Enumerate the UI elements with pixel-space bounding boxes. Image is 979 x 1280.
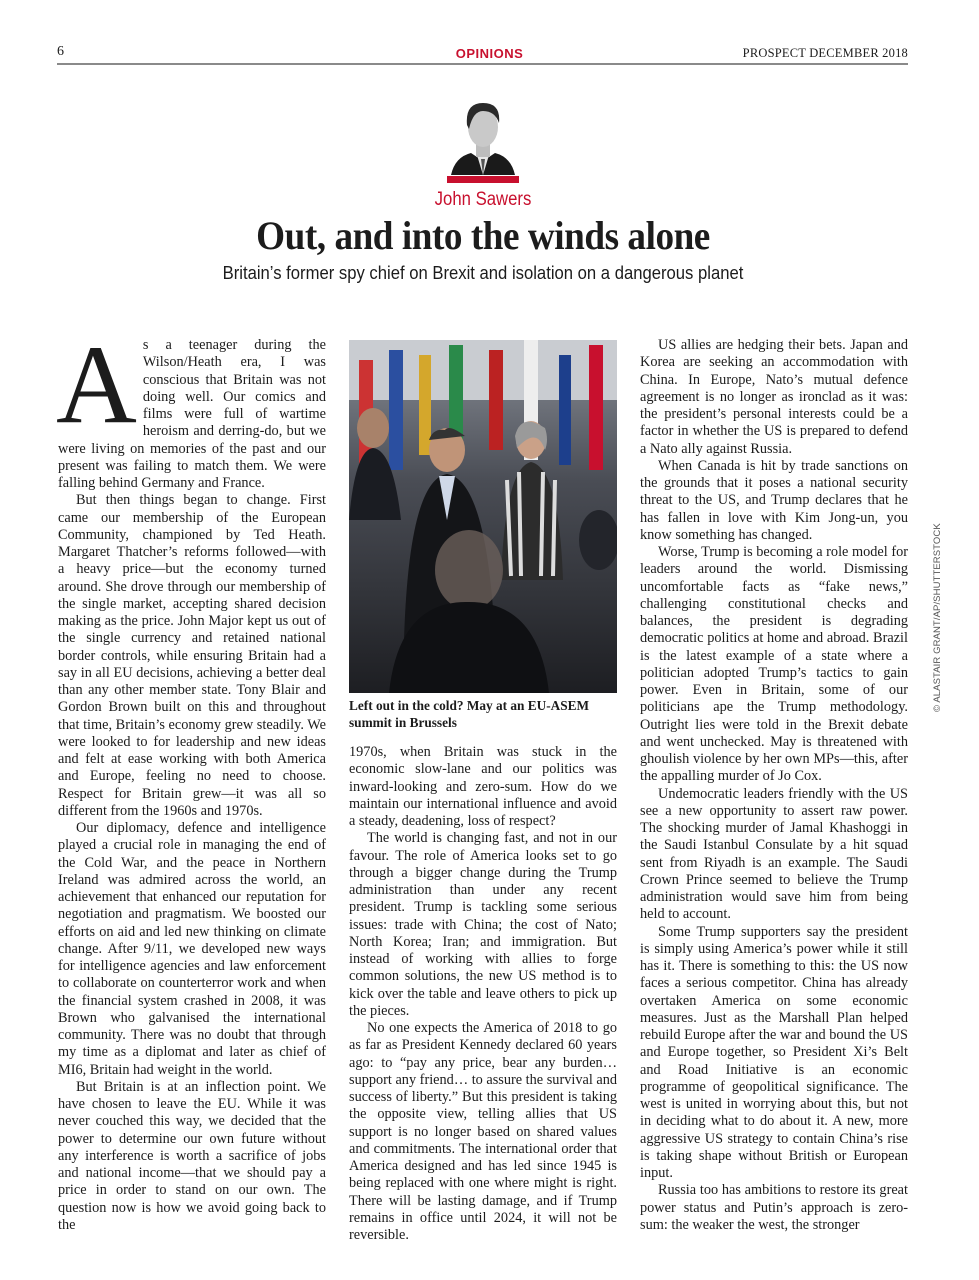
- paragraph: No one expects the America of 2018 to go as far as President Kennedy declared 60 years ago: to “pay any price, bear any burden… support any friend… to assure the survival and success of liberty.” But this president is taking the opposite view, telling allies that US support is no longer based on shared values and commitments. The international order that America designed and has led since 1945 is being replaced with one where might is right. There will be lasting damage, and if Trump remains in office until 2024, it will not be reversible.: [349, 1020, 618, 1243]
- photo-credit: © ALASTAIR GRANT/AP/SHUTTERSTOCK: [932, 523, 943, 712]
- paragraph: Russia too has ambitions to restore its great power status and Putin’s approach is zero-sum: the weaker the west, the stronger: [640, 1182, 908, 1233]
- paragraph: When Canada is hit by trade sanctions on the grounds that it poses a national security threat to the US, and Trump declares that he has fallen in love with Kim Jong-un, you know something has changed.: [640, 457, 908, 543]
- paragraph: Our diplomacy, defence and intelligence played a crucial role in managing the end of the Cold War, and the peace in Northern Ireland was admired across the world, an achievement that enhanced our reputation for negotiation and pragmatism. We boosted our efforts on aid and led new thinking on climate change. After 9/11, we developed new ways for intelligence agencies and law enforcement to collaborate on counterterror work and when the financial system crashed in 2008, it was Brown who galvanised the international community. There was no doubt that through my time as a diplomat and later as chief of MI6, Britain had weight in the world.: [58, 820, 326, 1078]
- page-number: 6: [57, 44, 64, 59]
- paragraph: s a teenager during the Wilson/Heath era, I was conscious that Britain was not doing well. Our comics and films were full of wartime heroism and derring-do, but we were living on memories of the past and our present was failing to match them. We were falling behind Germany and France.: [58, 337, 326, 491]
- author-name: John Sawers: [434, 189, 532, 210]
- paragraph: The world is changing fast, and not in our favour. The role of America looks set to go through a bigger change during the Trump administration than under any recent president. Trump is tackling some serious issues: trade with China; the cost of Nato; North Korea; Iran; and immigration. But instead of working with allies to forge common solutions, the new US method is to kick over the table and leave others to pick up the pieces.: [349, 830, 617, 1019]
- section-label: OPINIONS: [455, 46, 524, 61]
- article-photo: [349, 340, 617, 693]
- paragraph: But Britain is at an inflection point. We have chosen to leave the EU. While it was never couched this way, we decided that the power to determine our own future without any interference is worth a sacrifice of jobs and national income—that we should pay a price in order to stand on our own. The question now is how we avoid going back to the: [58, 1078, 326, 1233]
- paragraph: Undemocratic leaders friendly with the US see a new opportunity to assert raw power. The shocking murder of Jamal Khashoggi in the Saudi Istanbul Consulate by a hit squad sent from Riyadh is an example. The Saudi Crown Prince seemed to believe the Trump administration would save him from being held to account.: [640, 785, 908, 923]
- paragraph: Some Trump supporters say the president is simply using America’s power while it still has it. There is something to this: the US now faces a serious competitor. China has already overtaken America on some economic measures. Just as the Marshall Plan helped rebuild Europe after the war and bound the US and Europe together, so President Xi’s Belt and Road Initiative is an economic programme of geopolitical significance. The west is united in worrying about this, but not in deciding what to do about it. A new, more aggressive US strategy to contain China’s rise is taking shape without British or European input.: [640, 923, 908, 1181]
- paragraph: Worse, Trump is becoming a role model for leaders around the world. Dismissing uncomfortable facts as “fake news,” challenging constitutional checks and balances, the president is degrading democratic politics at home and abroad. Brazil is the latest example of a state where a politician adopted Trump’s tactics to gain power. Even in Britain, some of our politicians ape the Trump methodology. Outright lies were told in the Brexit debate and went unchecked. May is threatened with ghoulish violence by her own MPs—this, after the appalling murder of Jo Cox.: [640, 544, 908, 785]
- header-rule: [57, 63, 908, 65]
- paragraph: US allies are hedging their bets. Japan and Korea are seeking an accommodation with China. In Europe, Nato’s mutual defence agreement is no longer as ironclad as it was: the president’s personal interests could be a factor in whether the US is prepared to defend a Nato ally against Russia.: [640, 337, 908, 457]
- article-column-1: [56, 323, 326, 1234]
- paragraph: 1970s, when Britain was stuck in the economic slow-lane and our politics was inward-looking and zero-sum. How do we maintain our international influence and avoid a steady, deadening, loss of respect?: [349, 744, 617, 829]
- photo-caption: Left out in the cold? May at an EU-ASEM summit in Brussels: [349, 698, 590, 730]
- article-subtitle: Britain’s former spy chief on Brexit and isolation on a dangerous planet: [222, 262, 744, 283]
- author-headshot: [447, 95, 519, 183]
- article-column-2: [349, 744, 617, 1244]
- article-column-3: [640, 337, 908, 1234]
- article-title: Out, and into the winds alone: [256, 213, 710, 258]
- paragraph: But then things began to change. First came our membership of the European Community, championed by Ted Heath. Margaret Thatcher’s reforms followed—with a heavy price—but the economy turned around. She drove through our membership of the single market, accepting shared decision making as the price. John Major kept us out of the single currency and retained national border controls, while ensuring Britain had a say in all EU decisions, achieving a better deal than any other member state. Tony Blair and Gordon Brown built on this and throughout that time, Britain’s economy grew steadily. We were looked to for leadership and new ideas and felt at ease working with both America and Europe, feeling no need to choose. Respect for Britain grew—it was all so different from the 1960s and 1970s.: [58, 492, 326, 819]
- issue-label: PROSPECT DECEMBER 2018: [742, 46, 908, 60]
- drop-cap: A: [56, 323, 137, 447]
